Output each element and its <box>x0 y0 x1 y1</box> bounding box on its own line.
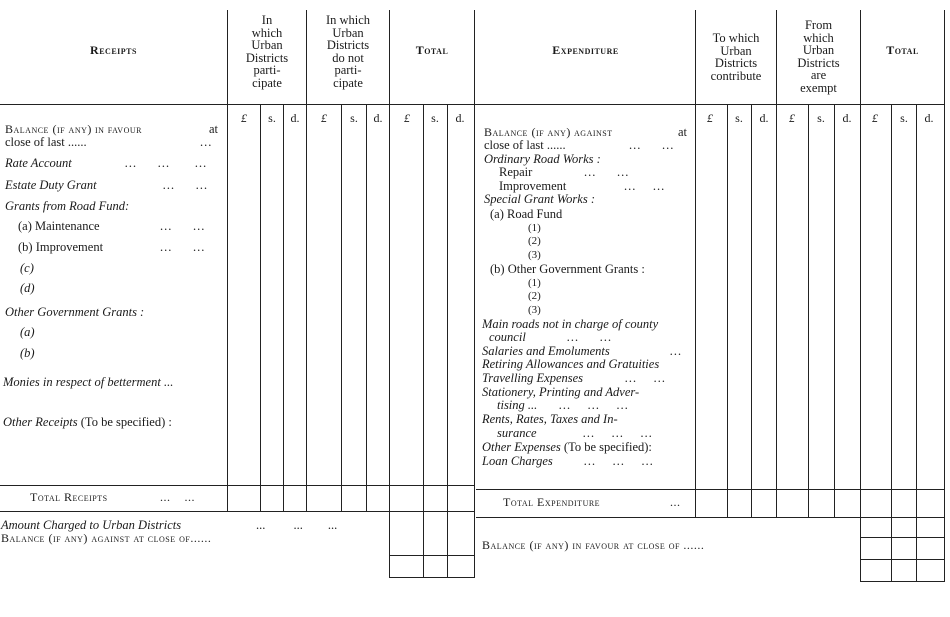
total-receipts-label: Total Receipts ... ... <box>30 490 195 504</box>
expenditure-item: (b) Other Government Grants : <box>490 262 645 276</box>
receipt-item: Monies in respect of betterment ... <box>3 375 174 389</box>
balance-favour-line: Balance (if any) in favour at close of ...... <box>482 538 705 552</box>
total-left-header: Total <box>415 43 449 57</box>
expenditure-item: (2) <box>528 235 541 247</box>
expenditure-item: council ... ... <box>489 330 613 344</box>
expenditure-item: (2) <box>528 290 541 302</box>
receipt-item: (b) <box>20 346 35 360</box>
expenditure-item: Special Grant Works : <box>484 192 595 206</box>
expenditure-item: Stationery, Printing and Adver- <box>482 385 640 399</box>
expenditure-item: (a) Road Fund <box>490 207 563 221</box>
expenditure-item: Other Expenses (To be specified): <box>482 440 652 454</box>
expenditure-item: Retiring Allowances and Gratuities <box>482 357 660 371</box>
expenditure-item: (1) <box>528 277 541 289</box>
balance-against-line: Balance (if any) against at close of...... <box>1 531 212 545</box>
total-right-header: Total <box>886 43 919 57</box>
expenditure-item: Travelling Expenses ... ... <box>482 371 667 385</box>
expenditure-item: (3) <box>528 249 541 261</box>
urban-exempt-header: From which Urban Districts are exempt <box>797 18 840 95</box>
receipts-header: Receipts <box>90 43 137 57</box>
receipt-item: Estate Duty Grant ... ... <box>5 178 209 192</box>
amount-charged-line: Amount Charged to Urban Districts ... ... ... <box>1 518 338 532</box>
urban-participate-header: In which Urban Districts parti- cipate <box>245 13 289 90</box>
expenditure-item: surance ... ... ... <box>497 426 654 440</box>
expenditure-item: (3) <box>528 304 541 316</box>
expenditure-item: Repair ... ... <box>499 165 630 179</box>
expenditure-item: Main roads not in charge of county <box>482 317 659 331</box>
expenditure-item: Salaries and Emoluments ... <box>482 344 683 358</box>
receipt-item: (c) <box>20 261 34 275</box>
receipt-balance-line: Balance (if any) in favour at <box>5 122 218 136</box>
urban-not-participate-header: In which Urban Districts do not parti- cipate <box>325 13 371 90</box>
expenditure-item: close of last ...... ... ... <box>484 138 675 152</box>
receipt-item: Rate Account ... ... ... <box>5 156 208 170</box>
receipt-item: (d) <box>20 281 35 295</box>
expenditure-item: tising ... ... ... ... <box>497 398 630 412</box>
expenditure-item: Improvement ... ... <box>499 179 666 193</box>
receipt-item: (a) <box>20 325 35 339</box>
receipt-item: (a) Maintenance ... ... <box>18 219 206 233</box>
receipt-item: close of last ...... ... <box>5 135 213 149</box>
receipt-item: Grants from Road Fund: <box>5 199 130 213</box>
receipt-item: Other Receipts (To be specified) : <box>3 415 172 429</box>
expenditure-item: Ordinary Road Works : <box>484 152 601 166</box>
total-expenditure-label: Total Expenditure ... <box>503 495 681 509</box>
expenditure-balance-line: Balance (if any) against at <box>484 125 687 139</box>
expenditure-item: (1) <box>528 222 541 234</box>
receipt-item: (b) Improvement ... ... <box>18 240 206 254</box>
expenditure-item: Loan Charges ... ... ... <box>482 454 655 468</box>
expenditure-header: Expenditure <box>552 43 619 57</box>
expenditure-item: Rents, Rates, Taxes and In- <box>482 412 618 426</box>
receipt-item: Other Government Grants : <box>5 305 145 319</box>
urban-contribute-header: To which Urban Districts contribute <box>710 31 762 83</box>
